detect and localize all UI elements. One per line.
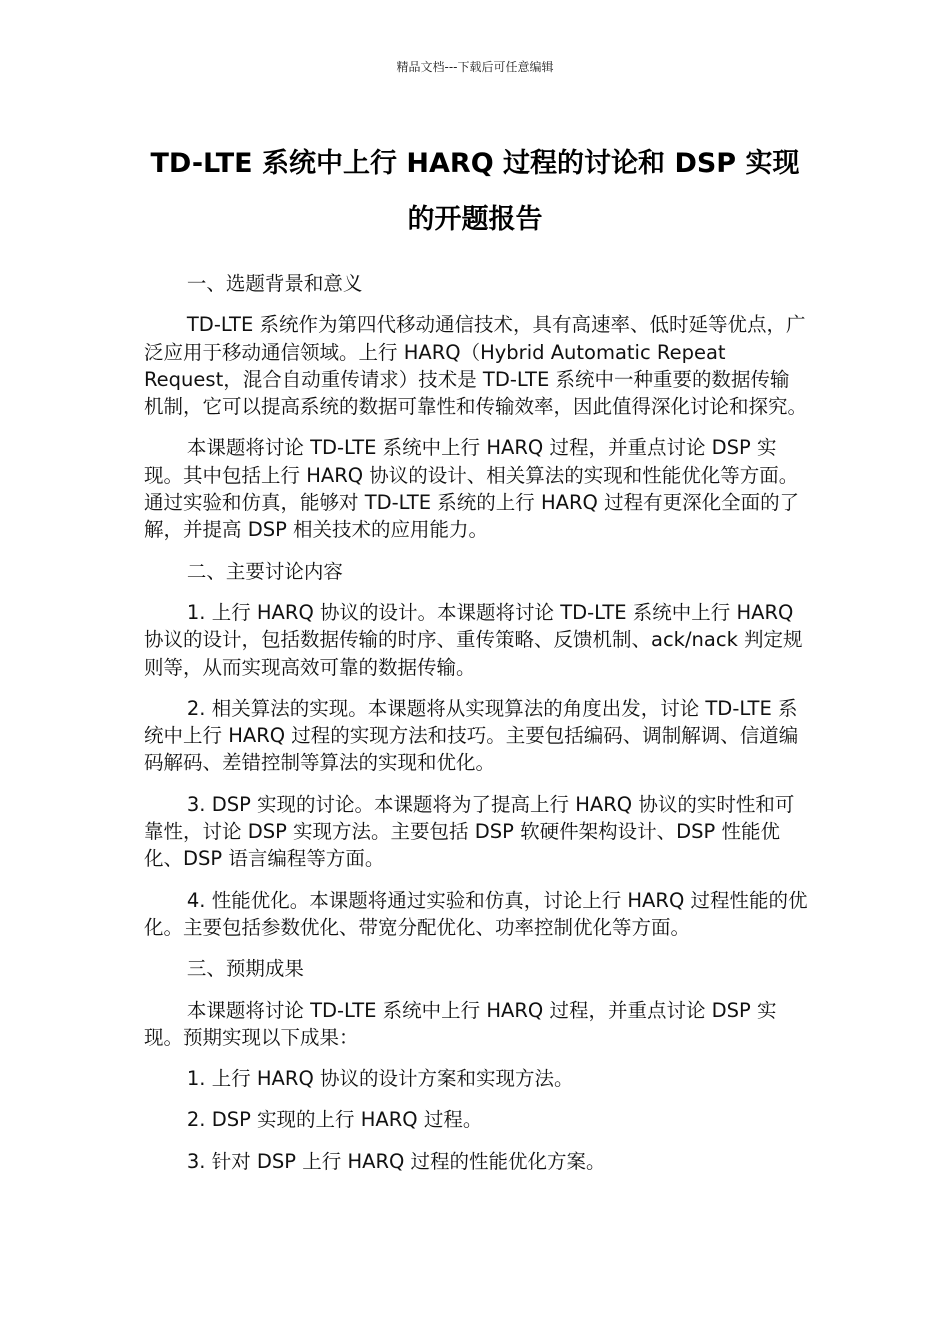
- document-title: [120, 136, 830, 248]
- section-heading-results: 三、预期成果: [186, 957, 304, 981]
- section-heading-content: 二、主要讨论内容: [186, 559, 343, 583]
- paragraph: 本课题将讨论 TD-LTE 系统中上行 HARQ 过程，并重点讨论 DSP 实现。其中包括上行 HARQ 协议的设计、相关算法的实现和性能优化等方面。通过实验和仿真，能够对 TD-LTE 系统的上行 HARQ 过程有更深化全面的了解，并提高 DSP 相关技术的应用能力。: [144, 436, 800, 542]
- paragraph: 本课题将讨论 TD-LTE 系统中上行 HARQ 过程，并重点讨论 DSP 实现。预期实现以下成果：: [144, 998, 777, 1049]
- title-line-1: TD-LTE 系统中上行 HARQ 过程的讨论和 DSP 实现: [150, 148, 800, 179]
- list-item: 4. 性能优化。本课题将通过实验和仿真，讨论上行 HARQ 过程性能的优化。主要包括参数优化、带宽分配优化、功率控制优化等方面。: [144, 888, 808, 939]
- page-header: 精品文档---下载后可任意编辑: [396, 60, 554, 74]
- list-item: 3. 针对 DSP 上行 HARQ 过程的性能优化方案。: [186, 1149, 606, 1173]
- list-item: 2. 相关算法的实现。本课题将从实现算法的角度出发，讨论 TD-LTE 系统中上行 HARQ 过程的实现方法和技巧。主要包括编码、调制解调、信道编码解码、差错控制等算法的实现和优化。: [144, 696, 799, 775]
- title-line-2: 的开题报告: [407, 204, 543, 235]
- list-item: 1. 上行 HARQ 协议的设计方案和实现方法。: [186, 1067, 574, 1091]
- paragraph: TD-LTE 系统作为第四代移动通信技术，具有高速率、低时延等优点，广泛应用于移动通信领域。上行 HARQ（Hybrid Automatic Repeat Request，混合自动重传请求）技术是 TD-LTE 系统中一种重要的数据传输机制，它可以提高系统的数据可靠性和传输效率，因此值得深化讨论和探究。: [144, 313, 808, 419]
- list-item: 3. DSP 实现的讨论。本课题将为了提高上行 HARQ 协议的实时性和可靠性，讨论 DSP 实现方法。主要包括 DSP 软硬件架构设计、DSP 性能优化、DSP 语言编程等方面。: [144, 792, 795, 871]
- section-heading-background: 一、选题背景和意义: [186, 272, 363, 295]
- list-item: 1. 上行 HARQ 协议的设计。本课题将讨论 TD-LTE 系统中上行 HARQ 协议的设计，包括数据传输的时序、重传策略、反馈机制、ack/nack 判定规则等，从而实现高效可靠的数据传输。: [144, 600, 803, 679]
- list-item: 2. DSP 实现的上行 HARQ 过程。: [186, 1108, 483, 1132]
- document-body: [144, 270, 808, 1189]
